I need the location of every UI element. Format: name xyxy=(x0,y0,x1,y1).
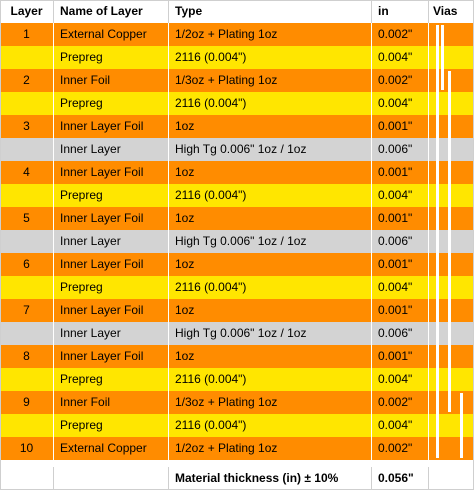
layer-name-cell: Inner Layer Foil xyxy=(53,207,168,230)
layer-type-cell: 2116 (0.004") xyxy=(168,184,371,207)
thickness-cell: 0.002" xyxy=(371,69,428,92)
layer-cell: 5 xyxy=(0,207,53,230)
layer-type-cell: 2116 (0.004") xyxy=(168,276,371,299)
thickness-cell: 0.001" xyxy=(371,345,428,368)
table-row xyxy=(0,207,474,230)
thickness-cell: 0.004" xyxy=(371,368,428,391)
layer-name-cell: Inner Layer Foil xyxy=(53,161,168,184)
layer-name-cell: Inner Layer Foil xyxy=(53,115,168,138)
thickness-cell: 0.002" xyxy=(371,23,428,46)
header-layer: Layer xyxy=(0,0,53,23)
vias-column xyxy=(428,23,474,467)
layer-cell: 10 xyxy=(0,437,53,460)
layer-name-cell: Inner Layer Foil xyxy=(53,299,168,322)
layer-type-cell: 2116 (0.004") xyxy=(168,46,371,69)
layer-cell: 4 xyxy=(0,161,53,184)
thickness-cell: 0.006" xyxy=(371,138,428,161)
via-line xyxy=(460,393,463,458)
header-in: in xyxy=(371,0,428,23)
layer-type-cell: 1oz xyxy=(168,161,371,184)
table-row xyxy=(0,391,474,414)
layer-type-cell: High Tg 0.006" 1oz / 1oz xyxy=(168,230,371,253)
layer-type-cell: High Tg 0.006" 1oz / 1oz xyxy=(168,322,371,345)
layer-name-cell: Prepreg xyxy=(53,92,168,115)
layer-cell xyxy=(0,46,53,69)
layer-name-cell: Prepreg xyxy=(53,276,168,299)
thickness-cell: 0.004" xyxy=(371,92,428,115)
table-row xyxy=(0,299,474,322)
layer-type-cell: 1/3oz + Plating 1oz xyxy=(168,69,371,92)
layer-type-cell: 2116 (0.004") xyxy=(168,92,371,115)
layer-name-cell: Prepreg xyxy=(53,46,168,69)
table-row xyxy=(0,414,474,437)
layer-name-cell: Inner Foil xyxy=(53,69,168,92)
layer-type-cell: 1/3oz + Plating 1oz xyxy=(168,391,371,414)
table-row xyxy=(0,276,474,299)
layer-cell: 6 xyxy=(0,253,53,276)
layer-name-cell: External Copper xyxy=(53,23,168,46)
layer-cell: 3 xyxy=(0,115,53,138)
layer-name-cell: External Copper xyxy=(53,437,168,460)
header-type: Type xyxy=(168,0,371,23)
footer-empty-name xyxy=(53,467,168,490)
table-row xyxy=(0,161,474,184)
thickness-cell: 0.004" xyxy=(371,46,428,69)
table-row xyxy=(0,23,474,46)
layer-type-cell: 1oz xyxy=(168,253,371,276)
layer-type-cell: 1oz xyxy=(168,299,371,322)
table-row xyxy=(0,230,474,253)
footer-empty-vias xyxy=(428,467,474,490)
layer-cell xyxy=(0,138,53,161)
header-vias: Vias xyxy=(428,0,474,23)
layer-cell: 9 xyxy=(0,391,53,414)
layer-name-cell: Inner Layer Foil xyxy=(53,253,168,276)
thickness-cell: 0.001" xyxy=(371,115,428,138)
table-row xyxy=(0,46,474,69)
layer-cell xyxy=(0,92,53,115)
table-row xyxy=(0,437,474,460)
layer-name-cell: Inner Foil xyxy=(53,391,168,414)
via-line xyxy=(441,25,444,90)
thickness-cell: 0.006" xyxy=(371,322,428,345)
layer-type-cell: 1/2oz + Plating 1oz xyxy=(168,23,371,46)
layer-cell: 8 xyxy=(0,345,53,368)
layer-type-cell: 1oz xyxy=(168,207,371,230)
layer-cell: 7 xyxy=(0,299,53,322)
layer-type-cell: 2116 (0.004") xyxy=(168,368,371,391)
layer-type-cell: 1/2oz + Plating 1oz xyxy=(168,437,371,460)
layer-type-cell: 1oz xyxy=(168,115,371,138)
layer-cell xyxy=(0,414,53,437)
thickness-cell: 0.004" xyxy=(371,184,428,207)
layer-name-cell: Inner Layer Foil xyxy=(53,345,168,368)
layer-type-cell: 2116 (0.004") xyxy=(168,414,371,437)
thickness-cell: 0.001" xyxy=(371,253,428,276)
layer-name-cell: Prepreg xyxy=(53,368,168,391)
layer-type-cell: 1oz xyxy=(168,345,371,368)
footer-label: Material thickness (in) ± 10% xyxy=(168,467,371,490)
table-row xyxy=(0,92,474,115)
table-row xyxy=(0,253,474,276)
layer-cell xyxy=(0,230,53,253)
thickness-cell: 0.001" xyxy=(371,161,428,184)
layer-name-cell: Inner Layer xyxy=(53,322,168,345)
thickness-cell: 0.001" xyxy=(371,207,428,230)
layer-cell: 1 xyxy=(0,23,53,46)
via-line xyxy=(448,71,451,412)
table-row xyxy=(0,115,474,138)
thickness-cell: 0.002" xyxy=(371,437,428,460)
table-row xyxy=(0,138,474,161)
layer-cell xyxy=(0,184,53,207)
header-name: Name of Layer xyxy=(53,0,168,23)
layer-name-cell: Prepreg xyxy=(53,414,168,437)
thickness-cell: 0.002" xyxy=(371,391,428,414)
layer-name-cell: Prepreg xyxy=(53,184,168,207)
layer-cell: 2 xyxy=(0,69,53,92)
table-row xyxy=(0,184,474,207)
footer-row xyxy=(0,467,474,490)
thickness-cell: 0.001" xyxy=(371,299,428,322)
thickness-cell: 0.004" xyxy=(371,414,428,437)
table-row xyxy=(0,69,474,92)
layer-cell xyxy=(0,368,53,391)
thickness-cell: 0.006" xyxy=(371,230,428,253)
layer-name-cell: Inner Layer xyxy=(53,138,168,161)
table-row xyxy=(0,345,474,368)
footer-value: 0.056" xyxy=(371,467,428,490)
layer-cell xyxy=(0,276,53,299)
layer-cell xyxy=(0,322,53,345)
via-line xyxy=(436,25,439,458)
table-row xyxy=(0,368,474,391)
layer-type-cell: High Tg 0.006" 1oz / 1oz xyxy=(168,138,371,161)
layer-name-cell: Inner Layer xyxy=(53,230,168,253)
footer-empty-layer xyxy=(0,467,53,490)
thickness-cell: 0.004" xyxy=(371,276,428,299)
table-row xyxy=(0,322,474,345)
header-row xyxy=(0,0,474,23)
